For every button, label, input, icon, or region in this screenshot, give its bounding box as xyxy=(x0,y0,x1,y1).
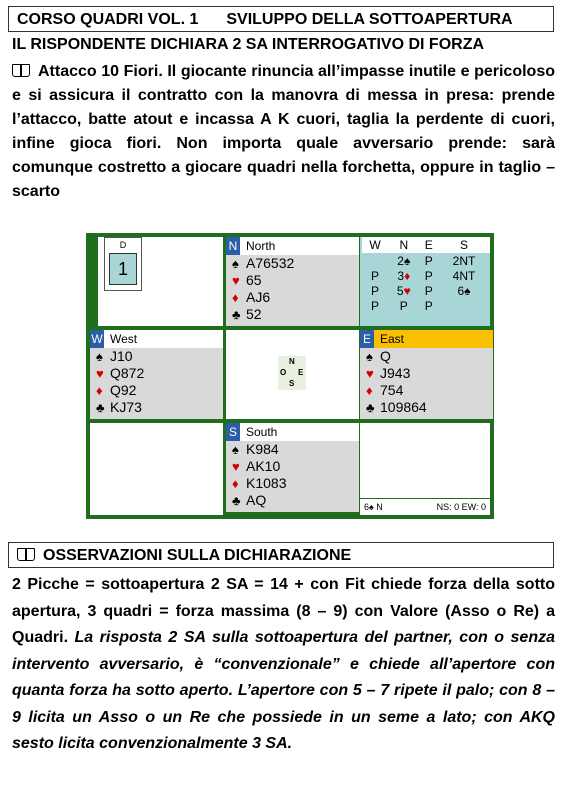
observations-title: OSSERVAZIONI SULLA DICHIARAZIONE xyxy=(43,547,352,564)
bid-cell: 4NT xyxy=(452,268,476,283)
compass-east: E xyxy=(298,368,304,377)
spade-icon: ♠ xyxy=(232,256,239,271)
compass-north: N xyxy=(289,357,295,366)
topic-title: SVILUPPO DELLA SOTTOAPERTURA xyxy=(226,11,513,28)
bid-cell: P xyxy=(399,298,408,313)
west-letter: W xyxy=(91,332,103,346)
spade-icon: ♠ xyxy=(366,349,373,364)
south-letter: S xyxy=(226,423,240,441)
bid-cell: 2NT xyxy=(452,253,476,268)
score-label: NS: 0 EW: 0 xyxy=(436,502,486,512)
south-spades: K984 xyxy=(246,441,279,457)
compass xyxy=(278,356,306,390)
dealer-label: D xyxy=(119,240,127,250)
south-clubs: AQ xyxy=(246,492,267,508)
intro-text: Attacco 10 Fiori. Il giocante rinuncia all’impasse inutile e pericoloso e si assicura il contratto con la manovra di messa in presa: prende l’attacco, batte atout e incassa A K cuori, taglia la perdente di cuori, infine gioca fiori. Non importa quale avversario prende: sarà comunque costretto a giocare quadri nella forchetta, oppure in taglio – scarto xyxy=(12,63,555,200)
heart-icon: ♥ xyxy=(232,273,240,288)
observations-italic-text: La risposta 2 SA sulla sottoapertura del partner, con o senza intervento avversario, è “convenzionale” e chiede all’apertore con quanta forza ha sotto aperto. L’apertore con 5 – 7 ripete il palo; con 8 – 9 licita un Asso o un Re che possiede in un seme a lato; con AKQ sesto licita convenzionalmente 3 SA. xyxy=(12,629,555,752)
bidding-table xyxy=(360,237,490,326)
observations-header xyxy=(8,542,554,568)
west-clubs: KJ73 xyxy=(110,399,142,415)
bid-cell: 6♠ xyxy=(457,283,471,298)
bid-cell: P xyxy=(370,298,379,313)
book-icon xyxy=(17,548,35,561)
bid-cell: P xyxy=(424,298,433,313)
club-icon: ♣ xyxy=(232,493,241,508)
contract-label: 6♠ N xyxy=(364,502,383,512)
bid-header: N xyxy=(388,237,420,253)
bid-header: E xyxy=(420,237,438,253)
title-box xyxy=(8,6,554,32)
west-hand xyxy=(90,330,223,419)
east-diamonds: 754 xyxy=(380,382,404,398)
compass-south: S xyxy=(289,379,295,388)
bridge-board xyxy=(86,233,494,519)
north-clubs: 52 xyxy=(246,306,262,322)
diamond-icon: ♦ xyxy=(232,476,239,491)
north-name: North xyxy=(246,239,276,253)
spade-icon: ♠ xyxy=(96,349,103,364)
bid-cell: P xyxy=(424,268,433,283)
bid-cell xyxy=(362,253,388,268)
observations-paragraph xyxy=(12,572,555,758)
east-hearts: J943 xyxy=(380,365,411,381)
heart-icon: ♥ xyxy=(366,366,374,381)
compass-west: O xyxy=(280,368,287,377)
north-hearts: 65 xyxy=(246,272,262,288)
south-hearts: AK10 xyxy=(246,458,281,474)
bid-cell: P xyxy=(424,283,433,298)
south-name: South xyxy=(246,425,278,439)
west-name: West xyxy=(110,332,138,346)
east-letter: E xyxy=(360,330,374,348)
diamond-icon: ♦ xyxy=(232,290,239,305)
north-letter: N xyxy=(226,237,240,255)
heart-icon: ♥ xyxy=(232,459,240,474)
bid-cell: 2♠ xyxy=(397,253,411,268)
north-diamonds: AJ6 xyxy=(246,289,271,305)
west-hearts: Q872 xyxy=(110,365,145,381)
observations-text: 2 Picche = sottoapertura 2 SA = 14 + con Fit chiede forza della sotto apertura, 3 quadri = forza massima (8 – 9) con Valore (Asso o Re) a Quadri. xyxy=(12,576,555,646)
east-hand xyxy=(360,330,493,419)
bid-header: S xyxy=(438,237,490,253)
north-hand xyxy=(226,237,359,326)
table-center xyxy=(226,330,359,419)
board-number: 1 xyxy=(109,253,137,285)
bid-cell: 3♦ xyxy=(397,268,411,283)
south-hand xyxy=(226,423,359,512)
bid-header: W xyxy=(362,237,388,253)
empty-panel xyxy=(90,423,223,515)
course-title: CORSO QUADRI VOL. 1 xyxy=(17,11,199,28)
east-clubs: 109864 xyxy=(380,399,427,415)
west-spades: J10 xyxy=(110,348,133,364)
book-icon xyxy=(12,64,30,77)
west-diamonds: Q92 xyxy=(110,382,137,398)
south-diamonds: K1083 xyxy=(246,475,287,491)
intro-paragraph xyxy=(12,60,555,204)
club-icon: ♣ xyxy=(96,400,105,415)
bid-cell: P xyxy=(424,253,433,268)
east-spades: Q xyxy=(380,348,391,364)
spade-icon: ♠ xyxy=(232,442,239,457)
east-name: East xyxy=(380,332,405,346)
bid-cell xyxy=(438,298,490,313)
heart-icon: ♥ xyxy=(96,366,104,381)
board-number-panel xyxy=(90,237,223,326)
club-icon: ♣ xyxy=(232,307,241,322)
diamond-icon: ♦ xyxy=(366,383,373,398)
north-spades: A76532 xyxy=(246,255,295,271)
bid-cell: P xyxy=(370,268,379,283)
diamond-icon: ♦ xyxy=(96,383,103,398)
bid-cell: P xyxy=(370,283,379,298)
subtitle: IL RISPONDENTE DICHIARA 2 SA INTERROGATIVO DI FORZA xyxy=(12,36,485,53)
club-icon: ♣ xyxy=(366,400,375,415)
result-panel xyxy=(360,423,490,515)
vulnerability-box xyxy=(104,237,142,291)
bid-cell: 5♥ xyxy=(396,283,411,298)
